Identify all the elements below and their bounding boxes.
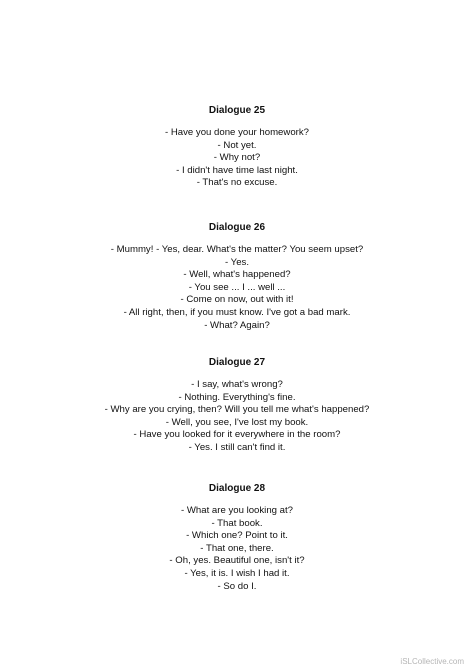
- dialogue-title: Dialogue 27: [208, 357, 266, 368]
- dialogue-line: - Why not?: [213, 152, 261, 164]
- dialogue-line: - So do I.: [217, 580, 257, 592]
- dialogue-title: Dialogue 26: [208, 222, 266, 233]
- dialogue-line: - Well, you see, I've lost my book.: [165, 416, 309, 428]
- dialogue-line: - Have you looked for it everywhere in the room?: [133, 429, 341, 441]
- dialogue-line: - Oh, yes. Beautiful one, isn't it?: [169, 555, 305, 567]
- dialogue-line: - Yes. I still can't find it.: [188, 441, 286, 453]
- dialogue-line: - Yes.: [224, 256, 249, 268]
- dialogue-title: Dialogue 28: [208, 483, 266, 494]
- dialogue-line: - That book.: [211, 517, 263, 529]
- dialogue-line: - That one, there.: [200, 542, 274, 554]
- dialogue-line: - You see ... I ... well ...: [188, 281, 286, 293]
- dialogue-line: - I didn't have time last night.: [176, 164, 298, 176]
- dialogue-line: - All right, then, if you must know. I've got a bad mark.: [123, 306, 351, 318]
- site-watermark: iSLCollective.com: [400, 657, 464, 666]
- dialogue-line: - Why are you crying, then? Will you tell me what's happened?: [104, 404, 370, 416]
- dialogue-26: [0, 222, 474, 332]
- dialogue-line: - Which one? Point to it.: [186, 530, 288, 542]
- dialogue-line: - Come on now, out with it!: [180, 294, 294, 306]
- dialogue-line: - What are you looking at?: [181, 505, 293, 516]
- dialogue-27: [0, 357, 474, 455]
- dialogue-title: Dialogue 25: [208, 105, 266, 116]
- dialogue-line: - Mummy! - Yes, dear. What's the matter? You seem upset?: [110, 244, 364, 255]
- dialogue-28: [0, 483, 474, 593]
- dialogue-line: - That's no excuse.: [196, 177, 278, 189]
- dialogue-line: - I say, what's wrong?: [191, 379, 283, 390]
- dialogue-line: - Nothing. Everything's fine.: [178, 391, 296, 403]
- dialogue-25: [0, 105, 474, 190]
- dialogue-line: - Have you done your homework?: [165, 127, 309, 138]
- dialogue-line: - Not yet.: [217, 139, 257, 151]
- dialogue-line: - Well, what's happened?: [183, 269, 291, 281]
- dialogue-line: - Yes, it is. I wish I had it.: [184, 567, 290, 579]
- dialogue-line: - What? Again?: [204, 319, 270, 331]
